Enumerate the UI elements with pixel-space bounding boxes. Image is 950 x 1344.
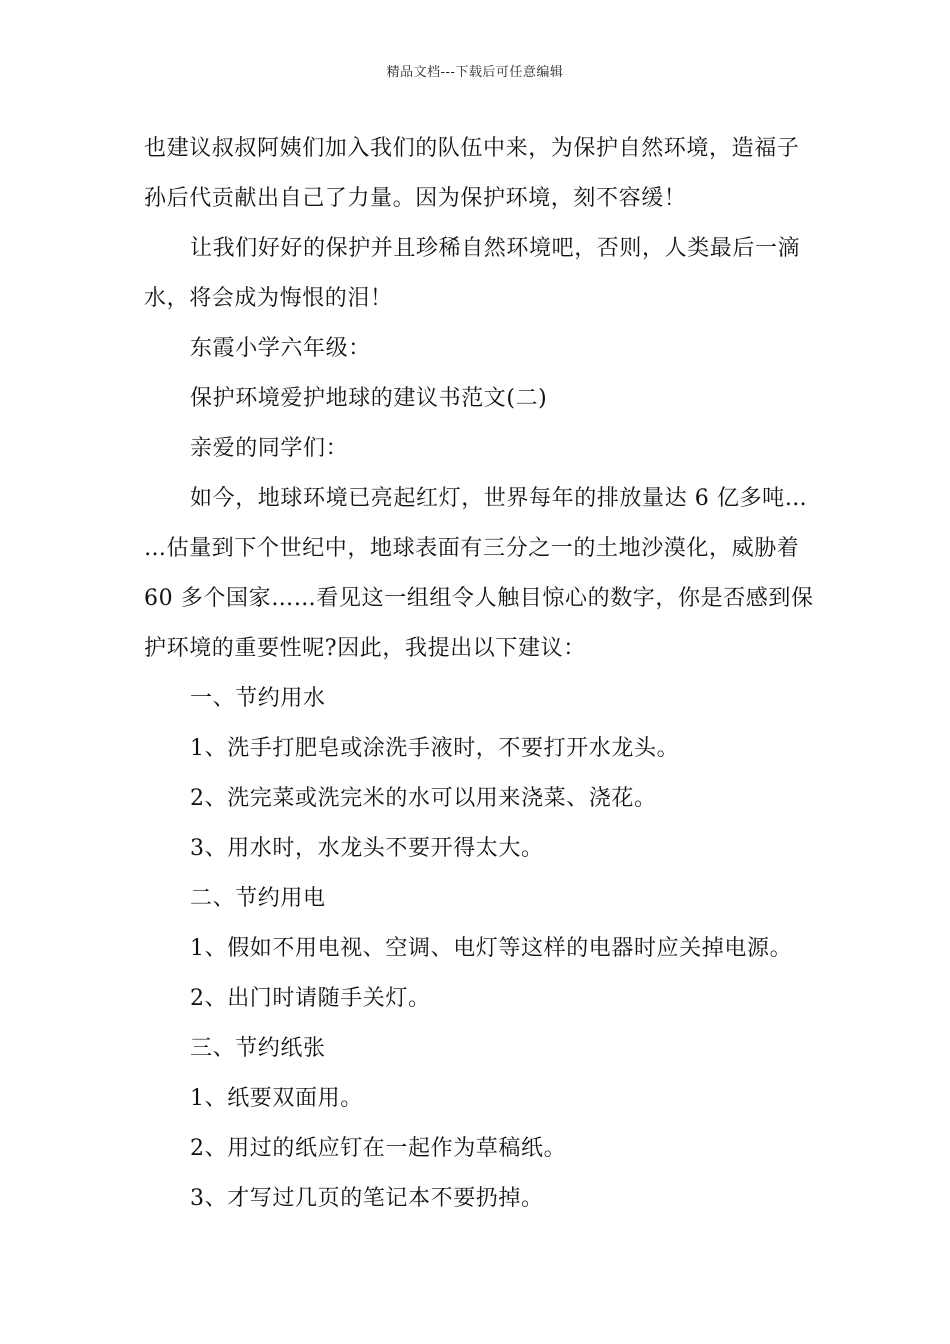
paragraph-line: 让我们好好的保护并且珍稀自然环境吧，否则，人类最后一滴: [190, 236, 801, 261]
list-heading: 三、节约纸张: [190, 1036, 326, 1061]
paragraph-line: 60 多个国家……看见这一组组令人触目惊心的数字，你是否感到保: [144, 586, 814, 611]
paragraph-line: 也建议叔叔阿姨们加入我们的队伍中来，为保护自然环境，造福子: [144, 136, 800, 161]
paragraph-line: 水，将会成为悔恨的泪！: [144, 286, 393, 311]
list-item: 1、假如不用电视、空调、电灯等这样的电器时应关掉电源。: [190, 936, 793, 961]
list-item: 3、才写过几页的笔记本不要扔掉。: [190, 1186, 544, 1211]
list-item: 1、洗手打肥皂或涂洗手液时，不要打开水龙头。: [190, 736, 680, 761]
list-heading: 二、节约用电: [190, 886, 326, 911]
signature-line: 东霞小学六年级：: [190, 336, 371, 361]
document-body: [144, 124, 814, 1224]
list-heading: 一、节约用水: [190, 686, 326, 711]
list-item: 3、用水时，水龙头不要开得太大。: [190, 836, 544, 861]
list-item: 2、出门时请随手关灯。: [190, 986, 431, 1011]
paragraph-line: …估量到下个世纪中，地球表面有三分之一的土地沙漠化，威胁着: [144, 536, 800, 561]
paragraph-line: 护环境的重要性呢?因此，我提出以下建议：: [144, 636, 586, 661]
paragraph-line: 孙后代贡献出自己了力量。因为保护环境，刻不容缓！: [144, 186, 687, 211]
page-header: 精品文档---下载后可任意编辑: [386, 65, 564, 80]
list-item: 2、洗完菜或洗完米的水可以用来浇菜、浇花。: [190, 786, 657, 811]
list-item: 1、纸要双面用。: [190, 1086, 363, 1111]
paragraph-line: 如今，地球环境已亮起红灯，世界每年的排放量达 6 亿多吨…: [190, 486, 808, 511]
salutation-line: 亲爱的同学们：: [190, 436, 349, 461]
list-item: 2、用过的纸应钉在一起作为草稿纸。: [190, 1136, 567, 1161]
section-title: 保护环境爱护地球的建议书范文(二): [190, 386, 548, 411]
